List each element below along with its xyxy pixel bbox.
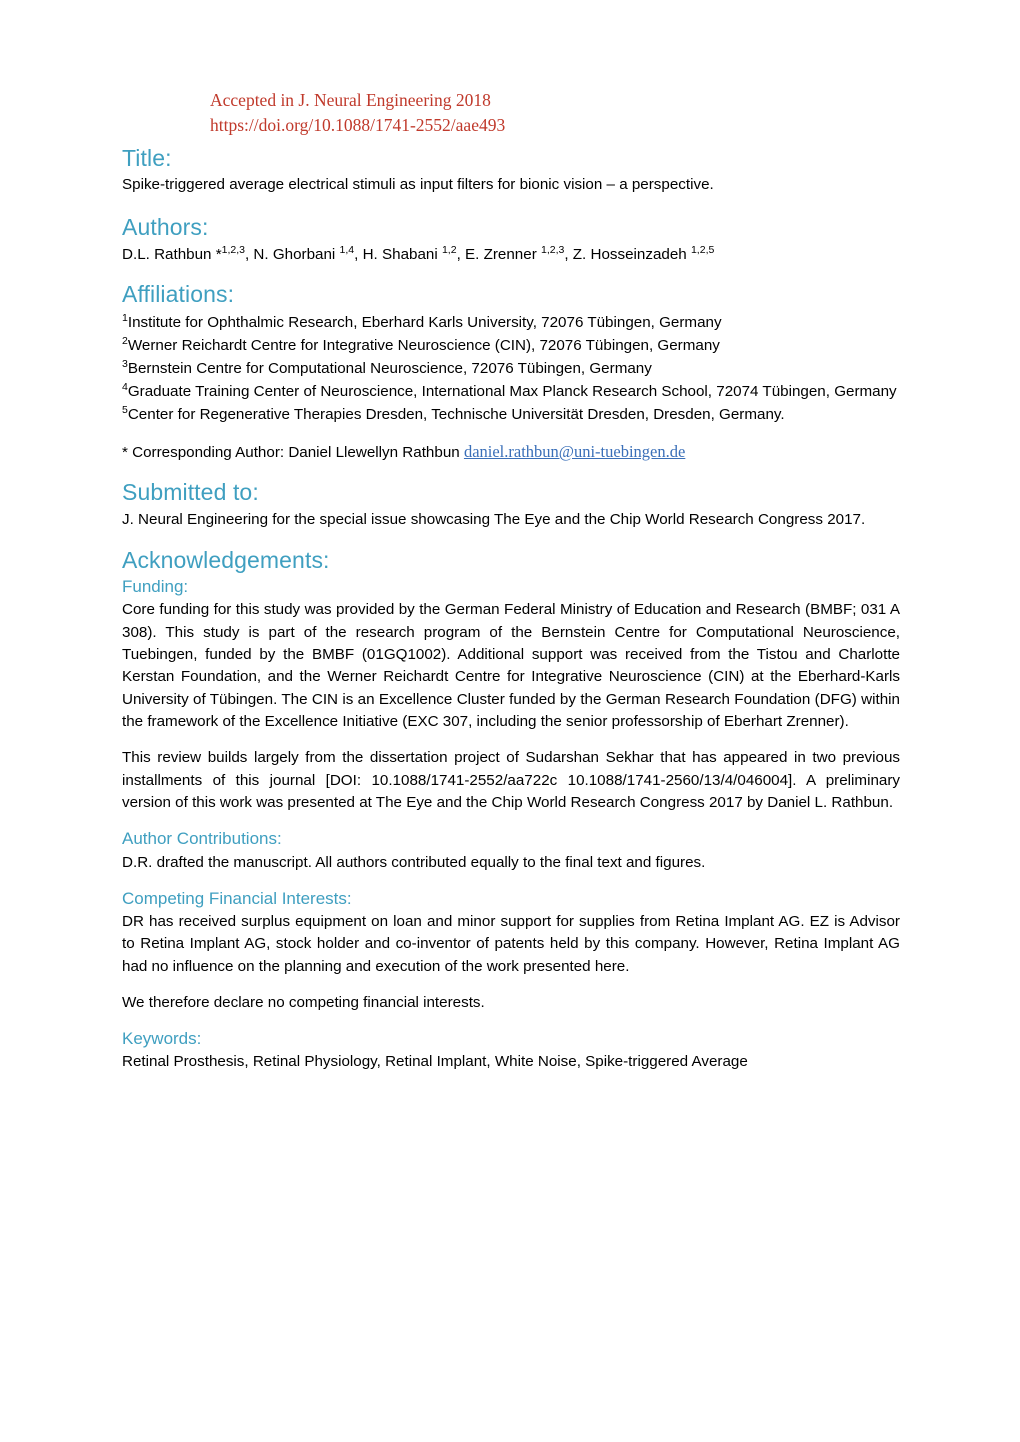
affiliation-item bbox=[122, 311, 900, 334]
author-1-affil: 1,2,3 bbox=[221, 243, 245, 256]
author-4-affil: 1,2,3 bbox=[540, 243, 565, 256]
affiliation-item bbox=[122, 334, 900, 357]
authors-list bbox=[122, 244, 900, 266]
competing-interests-block bbox=[122, 888, 900, 1014]
submitted-heading: Submitted to: bbox=[122, 479, 259, 506]
submitted-text: J. Neural Engineering for the special issue showcasing The Eye and the Chip World Research Congress 2017. bbox=[122, 511, 866, 529]
corresponding-author-label: * Corresponding Author: Daniel Llewellyn Rathbun bbox=[122, 444, 464, 462]
author-1: D.L. Rathbun * bbox=[122, 245, 222, 263]
paper-title: Spike-triggered average electrical stimuli as input filters for bionic vision – a perspective. bbox=[122, 176, 714, 194]
affiliation-index: 1 bbox=[122, 311, 128, 324]
keywords-text: Retinal Prosthesis, Retinal Physiology, Retinal Implant, White Noise, Spike-triggered Average bbox=[122, 1053, 748, 1071]
funding-heading: Funding: bbox=[122, 577, 189, 597]
author-5-affil: 1,2,5 bbox=[690, 243, 715, 256]
affiliation-index: 4 bbox=[122, 380, 128, 393]
funding-paragraph-2: This review builds largely from the dissertation project of Sudarshan Sekhar that has appeared in two previous installments of this journal [DOI: 10.1088/1741-2552/aa722c 10.1088/1741-2560/13/4/046004]. A preliminary version of this work was presented at The Eye and the Chip World Research Congress 2017 by Daniel L. Rathbun. bbox=[122, 749, 900, 812]
title-heading: Title: bbox=[122, 144, 172, 171]
affiliation-item bbox=[122, 357, 900, 380]
affiliation-item bbox=[122, 380, 900, 403]
affiliation-index: 3 bbox=[122, 357, 128, 370]
acknowledgements-heading: Acknowledgements: bbox=[122, 546, 330, 573]
accepted-journal-line: Accepted in J. Neural Engineering 2018 bbox=[210, 90, 491, 110]
affiliations-block bbox=[122, 280, 900, 465]
keywords-heading: Keywords: bbox=[122, 1029, 202, 1049]
submitted-block bbox=[122, 478, 900, 531]
author-3: , H. Shabani bbox=[354, 245, 442, 263]
corresponding-email-link[interactable]: daniel.rathbun@uni-tuebingen.de bbox=[463, 442, 686, 462]
author-2: , N. Ghorbani bbox=[244, 245, 340, 263]
contributions-block bbox=[122, 828, 900, 873]
corresponding-author-line bbox=[122, 440, 900, 464]
funding-paragraph-1: Core funding for this study was provided by the German Federal Ministry of Education and Research (BMBF; 031 A 308). This study is part of the research program of the Bernstein Centre for Computational Neuroscience, Tuebingen, funded by the BMBF (01GQ1002). Additional support was received from the Tistou and Charlotte Kerstan Foundation, and the Werner Reichardt Centre for Integrative Neuroscience (CIN) at the Eberhard-Karls University of Tübingen. The CIN is an Excellence Cluster funded by the German Research Foundation (DFG) within the framework of the Excellence Initiative (EXC 307, including the senior professorship of Eberhart Zrenner). bbox=[122, 601, 900, 731]
author-3-affil: 1,2 bbox=[441, 243, 457, 256]
author-5: , Z. Hosseinzadeh bbox=[564, 245, 691, 263]
affiliation-text: Institute for Ophthalmic Research, Eberhard Karls University, 72076 Tübingen, Germany bbox=[127, 313, 722, 331]
author-4: , E. Zrenner bbox=[456, 245, 541, 263]
affiliation-index: 5 bbox=[122, 403, 128, 416]
authors-heading: Authors: bbox=[122, 213, 209, 240]
keywords-block bbox=[122, 1028, 900, 1073]
contributions-text: D.R. drafted the manuscript. All authors contributed equally to the final text and figures. bbox=[122, 853, 706, 871]
affiliation-text: Werner Reichardt Centre for Integrative Neuroscience (CIN), 72076 Tübingen, Germany bbox=[127, 336, 720, 354]
author-2-affil: 1,4 bbox=[339, 243, 355, 256]
accepted-notice bbox=[210, 88, 900, 138]
accepted-doi-line: https://doi.org/10.1088/1741-2552/aae493 bbox=[210, 114, 506, 135]
authors-block bbox=[122, 213, 900, 266]
competing-interests-paragraph-1: DR has received surplus equipment on loan and minor support for supplies from Retina Implant AG. EZ is Advisor to Retina Implant AG, stock holder and co-inventor of patents held by this company. However, Retina Implant AG had no influence on the planning and execution of the work presented here. bbox=[122, 913, 900, 975]
affiliation-text: Bernstein Centre for Computational Neuroscience, 72076 Tübingen, Germany bbox=[127, 359, 652, 377]
affiliation-text: Graduate Training Center of Neuroscience, International Max Planck Research School, 72074 Tübingen, Germany bbox=[127, 382, 897, 400]
affiliations-list bbox=[122, 311, 900, 426]
competing-interests-heading: Competing Financial Interests: bbox=[122, 888, 352, 908]
contributions-heading: Author Contributions: bbox=[122, 829, 282, 849]
affiliations-heading: Affiliations: bbox=[122, 280, 235, 307]
acknowledgements-block bbox=[122, 546, 900, 815]
affiliation-item bbox=[122, 403, 900, 426]
affiliation-text: Center for Regenerative Therapies Dresden, Technische Universität Dresden, Dresden, Germany. bbox=[127, 406, 785, 423]
affiliation-index: 2 bbox=[122, 334, 128, 347]
title-block bbox=[122, 144, 900, 197]
competing-interests-paragraph-2: We therefore declare no competing financial interests. bbox=[122, 994, 485, 1012]
